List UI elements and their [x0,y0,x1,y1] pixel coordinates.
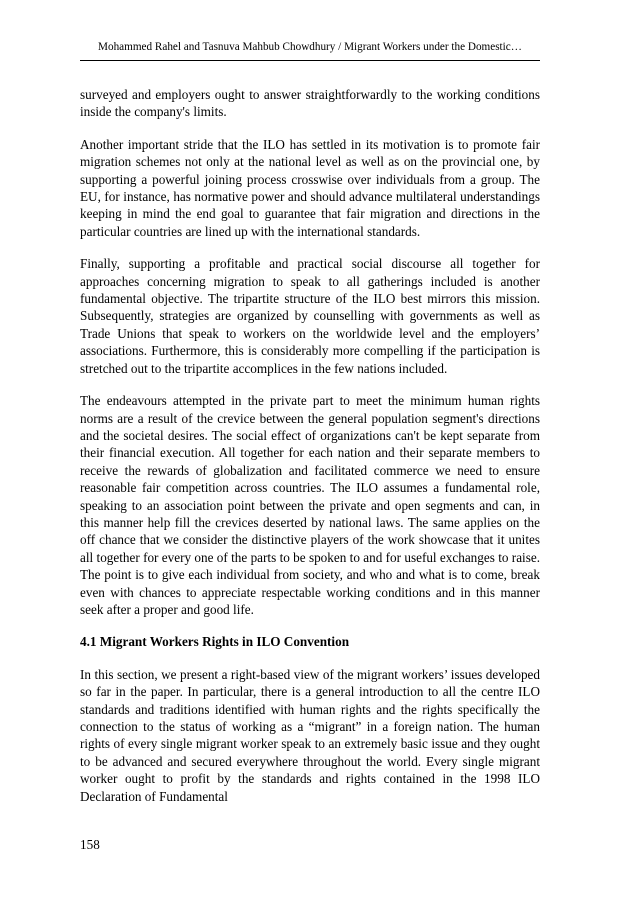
paragraph-2: Another important stride that the ILO has settled in its motivation is to promote fair migration schemes not only at the national level as well as on the provincial one, by supporting a powerful joining process crosswise over individuals from a group. The EU, for instance, has normative power and should advance multilateral understandings keeping in mind the end goal to guarantee that fair migration and directions in the particular countries are lined up with the international standards. [80,136,540,239]
page-number: 158 [80,837,100,852]
paragraph-1: surveyed and employers ought to answer straightforwardly to the working conditions inside the company's limits. [80,87,540,120]
body-text [80,86,540,820]
header-rule [80,60,540,61]
section-heading: 4.1 Migrant Workers Rights in ILO Convention [80,634,350,650]
running-header: Mohammed Rahel and Tasnuva Mahbub Chowdhury / Migrant Workers under the Domestic… [98,41,522,53]
paragraph-4: The endeavours attempted in the private part to meet the minimum human rights norms are a result of the crevice between the general population segment's directions and the societal desires. The social effect of organizations can't be kept separate from their financial execution. All together for each nation and their separate members to receive the rewards of globalization and facilitated commerce we need to ensure reasonable fair competition across countries. The ILO assumes a fundamental role, speaking to an association point between the private and open segments and can, in this manner help fill the crevices deserted by national laws. The same applies on the off chance that we consider the distinctive players of the work showcase that it unites all together for every one of the parts to be spoken to and for useful exchanges to raise. The point is to give each individual from society, and who and what is to come, break even with chances to appreciate respectable working conditions and in this manner seek after a proper and good life. [80,393,540,617]
paragraph-5: In this section, we present a right-based view of the migrant workers’ issues developed so far in the paper. In particular, there is a general introduction to all the centre ILO standards and traditions identified with human rights and the rights specifically the connection to the status of working as a “migrant” in a foreign nation. The human rights of every single migrant worker speak to an extremely basic issue and they ought to be advanced and secured everywhere throughout the world. Every single migrant worker ought to profit by the standards and rights contained in the 1998 ILO Declaration of Fundamental [80,666,540,804]
paragraph-3: Finally, supporting a profitable and practical social discourse all together for approaches concerning migration to speak to all gatherings included is another fundamental objective. The tripartite structure of the ILO best mirrors this mission. Subsequently, strategies are organized by counselling with governments as well as Trade Unions that speak to workers on the worldwide level and the employers’ associations. Furthermore, this is considerably more compelling if the participation is stretched out to the tripartite accomplices in the few nations included. [80,256,540,376]
